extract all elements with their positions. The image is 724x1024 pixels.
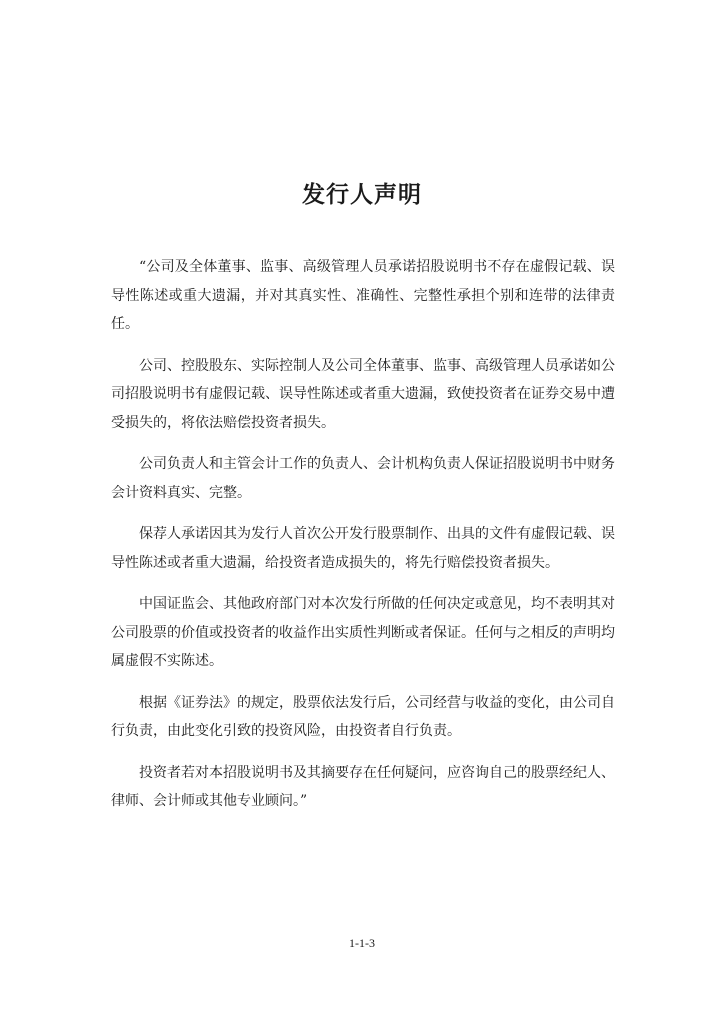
paragraph-7: 投资者若对本招股说明书及其摘要存在任何疑问，应咨询自己的股票经纪人、律师、会计师或其他专业顾问。” [111, 764, 615, 809]
paragraph-2: 公司、控股股东、实际控制人及公司全体董事、监事、高级管理人员承诺如公司招股说明书有虚假记载、误导性陈述或者重大遗漏，致使投资者在证券交易中遭受损失的，将依法赔偿投资者损失。 [111, 357, 615, 431]
paragraph-4: 保荐人承诺因其为发行人首次公开发行股票制作、出具的文件有虚假记载、误导性陈述或者重大遗漏，给投资者造成损失的，将先行赔偿投资者损失。 [111, 526, 615, 571]
page-title: 发行人声明 [302, 181, 422, 208]
paragraph-1: “公司及全体董事、监事、高级管理人员承诺招股说明书不存在虚假记载、误导性陈述或重大遗漏，并对其真实性、准确性、完整性承担个别和连带的法律责任。 [111, 259, 615, 332]
page-number: 1-1-3 [349, 936, 375, 950]
statement-body [111, 253, 615, 829]
paragraph-6: 根据《证券法》的规定，股票依法发行后，公司经营与收益的变化，由公司自行负责，由此变化引致的投资风险，由投资者自行负责。 [111, 694, 615, 739]
paragraph-5: 中国证监会、其他政府部门对本次发行所做的任何决定或意见，均不表明其对公司股票的价值或投资者的收益作出实质性判断或者保证。任何与之相反的声明均属虚假不实陈述。 [111, 596, 615, 669]
paragraph-3: 公司负责人和主管会计工作的负责人、会计机构负责人保证招股说明书中财务会计资料真实、完整。 [111, 456, 615, 501]
